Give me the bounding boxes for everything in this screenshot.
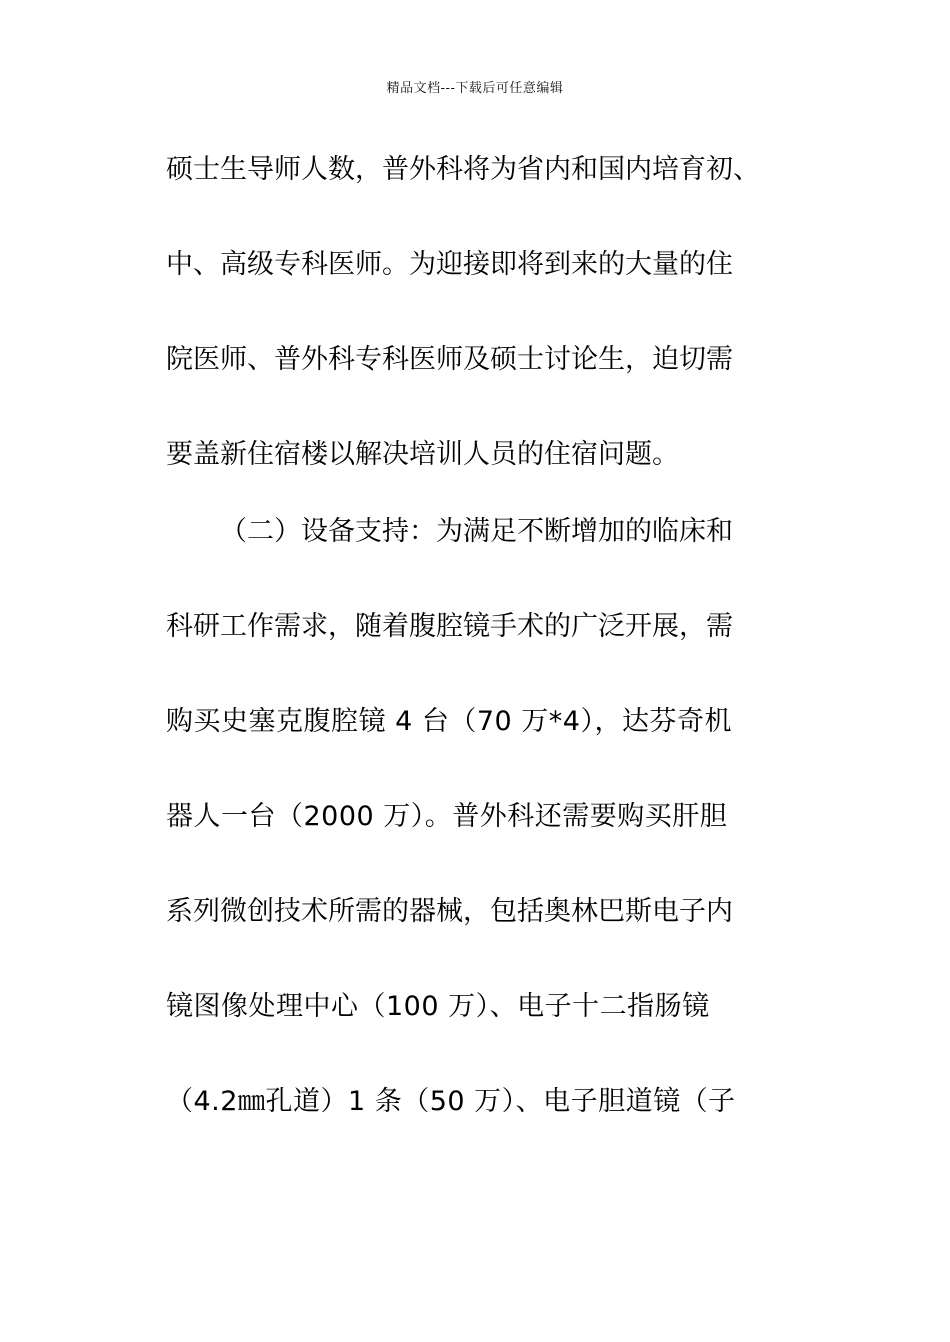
paragraph-line-3: 院医师、普外科专科医师及硕士讨论生，迫切需: [166, 344, 733, 375]
paragraph-line-7: 购买史塞克腹腔镜 4 台（70 万*4），达芬奇机: [166, 706, 732, 737]
paragraph-line-1: 硕士生导师人数，普外科将为省内和国内培育初、: [166, 154, 760, 185]
section-heading-line: （二）设备支持：为满足不断增加的临床和: [220, 516, 733, 547]
paragraph-line-6: 科研工作需求，随着腹腔镜手术的广泛开展，需: [166, 611, 733, 642]
paragraph-line-2: 中、高级专科医师。为迎接即将到来的大量的住: [166, 249, 733, 280]
paragraph-line-9: 系列微创技术所需的器械，包括奥林巴斯电子内: [166, 896, 733, 927]
page-header: 精品文档---下载后可任意编辑: [386, 81, 564, 96]
paragraph-line-8: 器人一台（2000 万）。普外科还需要购买肝胆: [166, 801, 728, 832]
paragraph-line-10: 镜图像处理中心（100 万）、电子十二指肠镜: [166, 991, 710, 1022]
paragraph-line-11: （4.2㎜孔道）1 条（50 万）、电子胆道镜（子: [166, 1086, 736, 1117]
paragraph-line-4: 要盖新住宿楼以解决培训人员的住宿问题。: [166, 439, 679, 470]
